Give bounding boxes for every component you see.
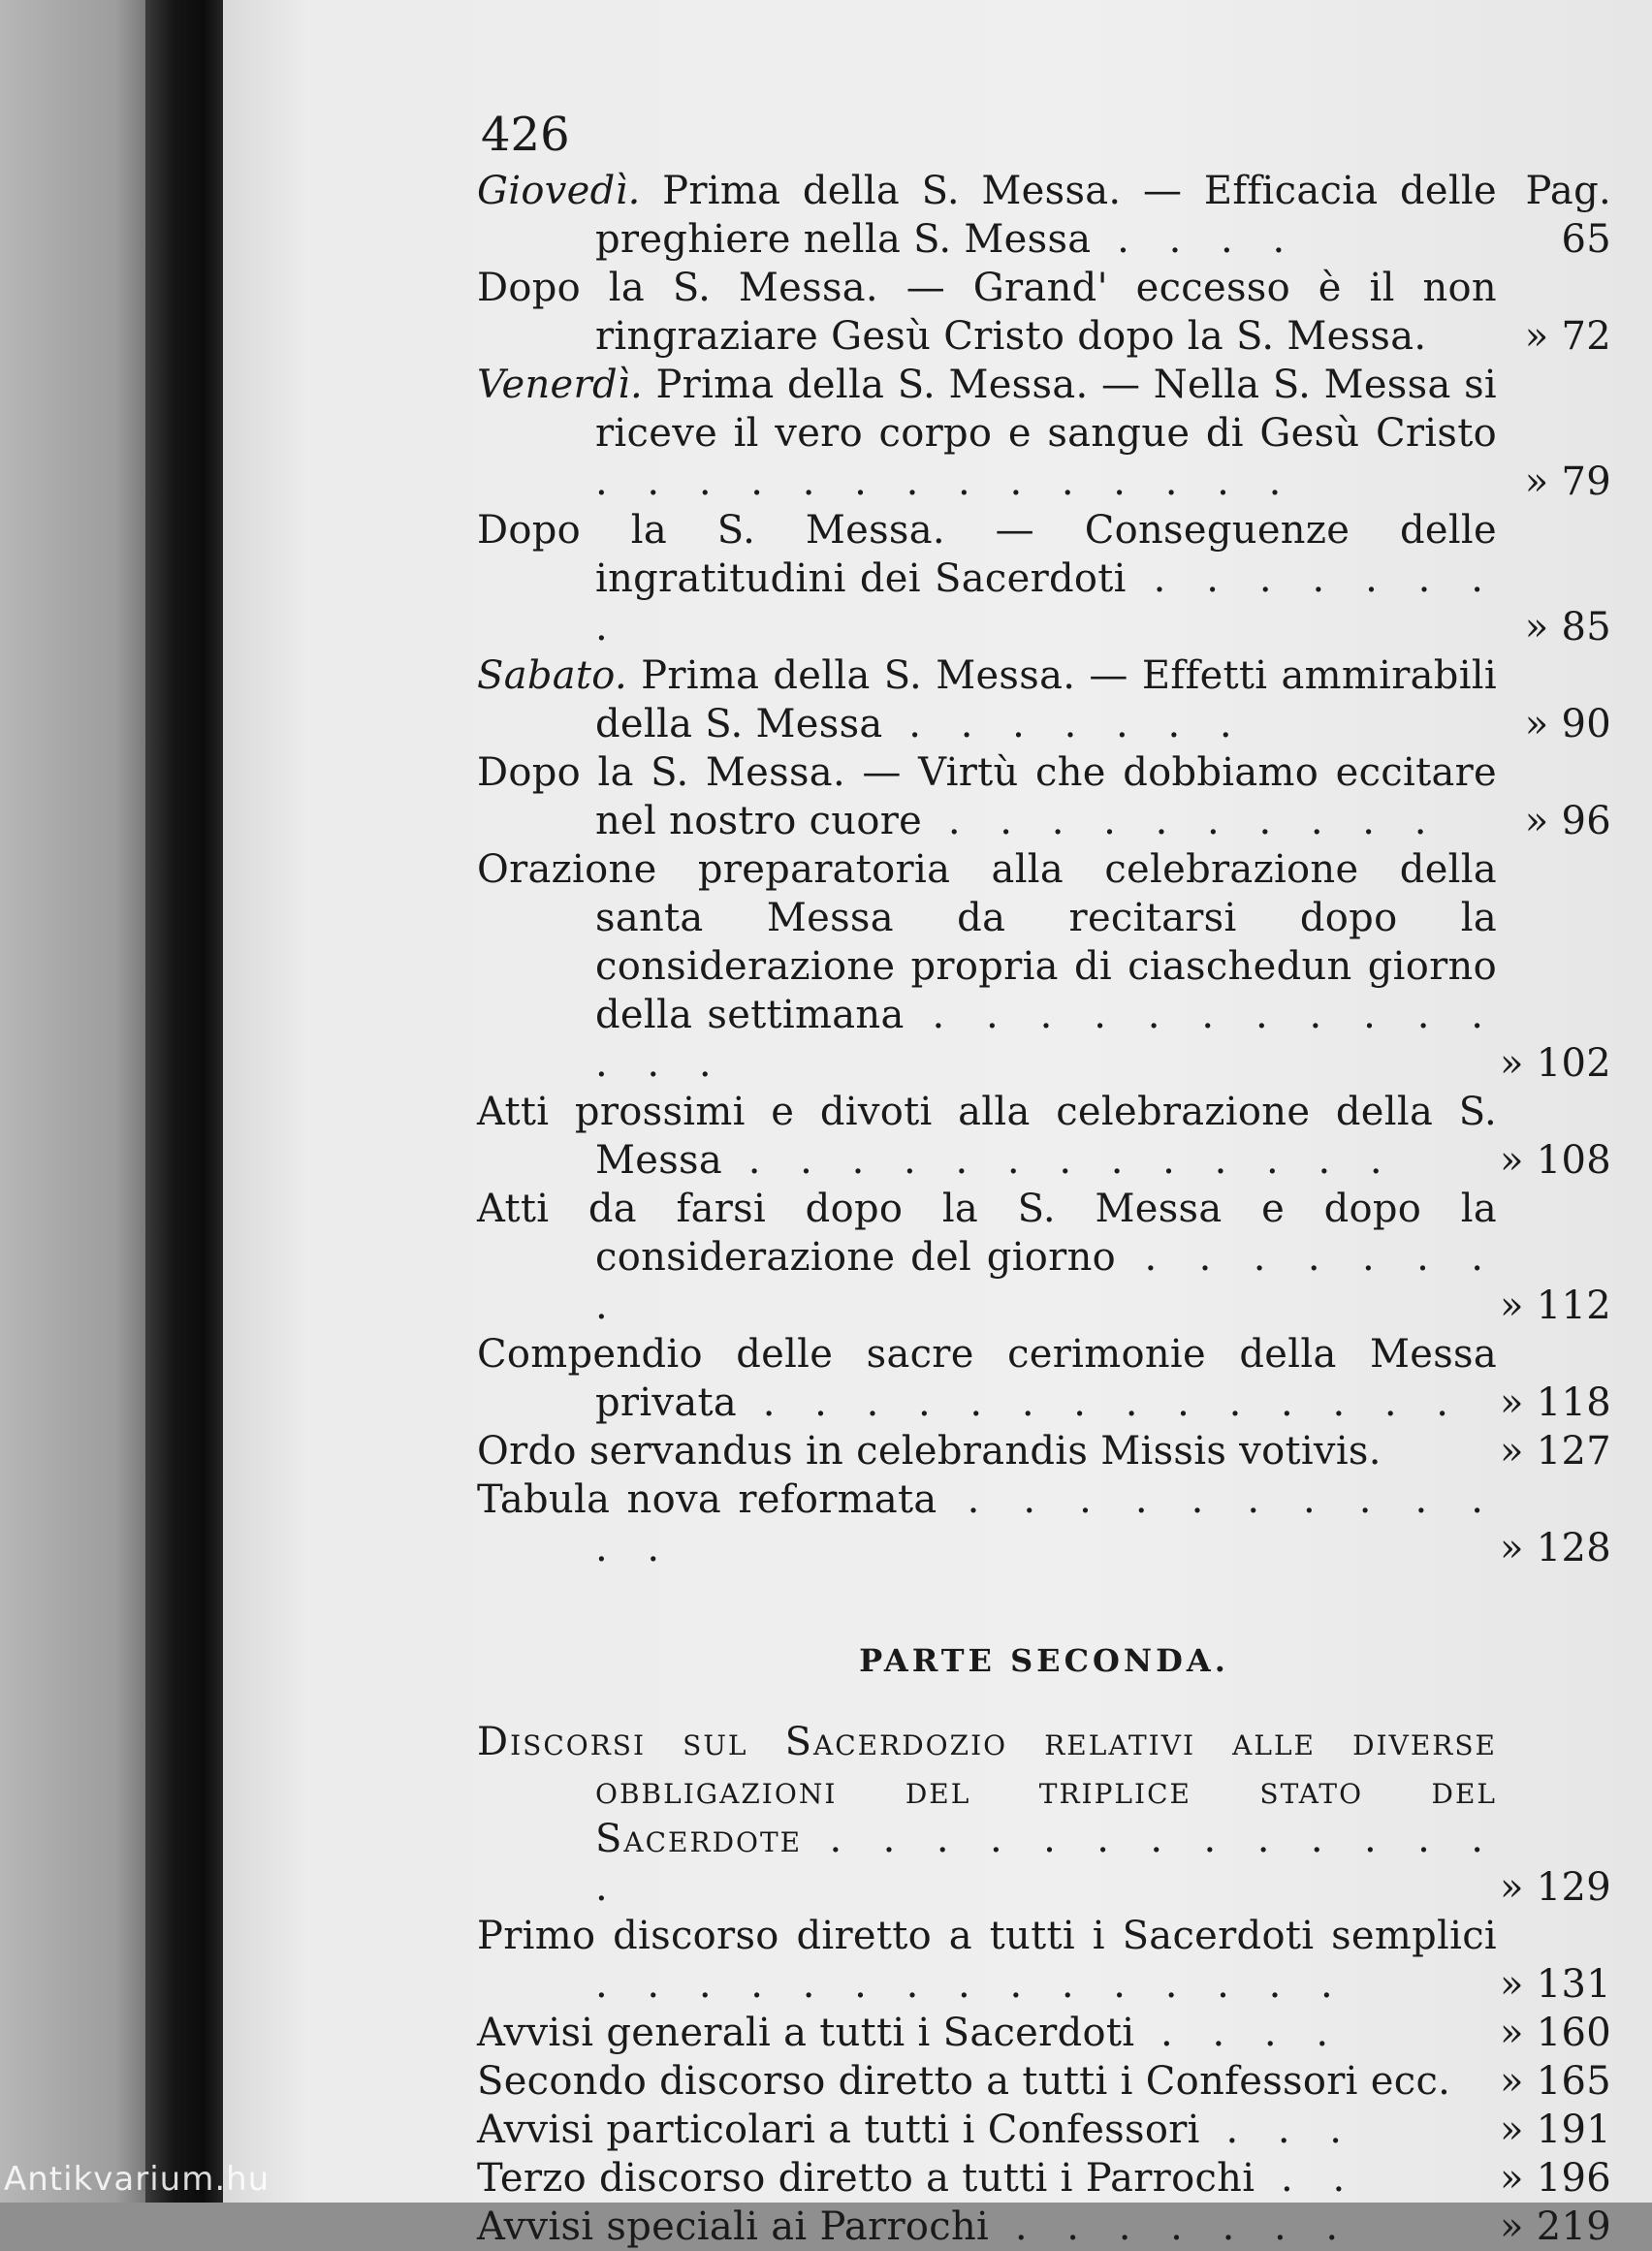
entry-title: Compendio delle sacre cerimonie della Messa privata [477,1332,1497,1425]
page-ref-prefix: » [1499,1138,1524,1183]
entry-page-ref [1497,1960,1611,2009]
page-ref-number: 112 [1523,1284,1611,1328]
page-ref-number: 196 [1523,2156,1611,2201]
page-ref-number: 118 [1523,1380,1611,1425]
entry-page-ref [1497,1427,1611,1475]
dot-leader: . . . . . . . . . . . . . [722,1138,1396,1183]
toc-entry [477,2203,1611,2251]
entry-page-ref [1497,167,1611,264]
page-ref-prefix: » [1524,314,1549,359]
page-ref-prefix: » [1524,460,1549,504]
page-ref-number: 102 [1523,1041,1611,1086]
page-ref-prefix: » [1499,1429,1524,1474]
entry-title: Avvisi generali a tutti i Sacerdoti [477,2011,1135,2055]
page-ref-number: 127 [1523,1429,1611,1474]
dot-leader: . . . . [1091,217,1299,262]
entry-page-ref [1497,2154,1611,2203]
toc-entry [477,506,1611,651]
toc-entry [477,361,1611,506]
entry-title: Atti prossimi e divoti alla celebrazione della S. Messa [477,1090,1497,1183]
entry-day: Sabato. [477,653,627,698]
page-ref-prefix: » [1499,1865,1524,1910]
toc-entry [477,1330,1611,1427]
entry-page-ref [1497,797,1611,845]
toc-entry [477,1912,1611,2009]
entry-title: Avvisi speciali ai Parrochi [477,2204,990,2249]
entry-title: Terzo discorso diretto a tutti i Parrochi [477,2156,1255,2201]
toc-entry [477,2057,1611,2106]
page-ref-number: 85 [1548,605,1611,650]
dot-leader: . . . . . . . [989,2204,1352,2249]
toc-entry [477,1427,1611,1475]
entry-page-ref [1497,1524,1611,1572]
toc-entry [477,1475,1611,1572]
entry-title: Dopo la S. Messa. — Virtù che dobbiamo eccitare nel nostro cuore [477,750,1497,843]
dot-leader: . . . . . . . . . . . . . . [595,993,1497,1086]
dot-leader: . . . . . . . . . . . . . . . [595,1962,1347,2007]
dot-leader: . . . . . . . . . . [922,799,1441,843]
entry-title: Secondo discorso diretto a tutti i Confessori ecc. [477,2059,1451,2104]
entry-page-ref [1497,1379,1611,1427]
toc-entry [477,264,1611,361]
page-ref-number: 108 [1523,1138,1611,1183]
toc-part-one [477,167,1611,1572]
entry-title: Dopo la S. Messa. — Conseguenze delle ingratitudini dei Sacerdoti [477,508,1497,601]
page-ref-number: 79 [1548,460,1611,504]
entry-page-ref [1497,2203,1611,2251]
page-ref-prefix: » [1499,2204,1524,2249]
section-heading: PARTE SECONDA. [859,1642,1229,1679]
page-ref-number: 96 [1548,799,1611,843]
page-ref-prefix: » [1499,1041,1524,1086]
toc-entry [477,167,1611,264]
entry-page-ref [1497,1863,1611,1912]
page-ref-number: 219 [1523,2204,1611,2249]
dot-leader: . . . [1199,2108,1356,2152]
page-number: 426 [481,108,570,162]
toc-entry [477,2009,1611,2057]
entry-title: Ordo servandus in celebrandis Missis votivis. [477,1429,1382,1474]
entry-title: Orazione preparatoria alla celebrazione della santa Messa da recitarsi dopo la considerazione propria di ciaschedun giorno della settimana [477,847,1497,1037]
page-ref-prefix: » [1499,2108,1524,2152]
entry-page-ref [1497,603,1611,651]
dot-leader: . . . . . . . . . . . . . . [595,1817,1497,1910]
page-ref-prefix: Pag. [1525,169,1611,213]
entry-title: Prima della S. Messa. — Efficacia delle preghiere nella S. Messa [595,169,1497,262]
dot-leader: . . . . . . . . . . . . [595,1477,1497,1570]
toc-part-two [477,1718,1611,2251]
table-of-contents [477,107,1611,2251]
toc-entry [477,651,1611,748]
toc-entry [477,748,1611,845]
toc-entry [477,2106,1611,2154]
entry-title: Atti da farsi dopo la S. Messa e dopo la considerazione del giorno [477,1187,1497,1280]
toc-entry [477,1718,1611,1912]
entry-title: Prima della S. Messa. — Effetti ammirabili della S. Messa [595,653,1497,746]
page-ref-prefix: » [1499,2156,1524,2201]
page-ref-prefix: » [1499,1526,1524,1570]
page-ref-number: 191 [1523,2108,1611,2152]
book-spine [145,0,228,2203]
entry-page-ref [1497,700,1611,748]
dot-leader: . . . . . . . . . . . . . . [737,1380,1463,1425]
page-ref-prefix: » [1499,1962,1524,2007]
entry-title: Tabula nova reformata [477,1477,937,1522]
page-ref-number: 72 [1548,314,1611,359]
page-ref-number: 165 [1523,2059,1611,2104]
page-ref-prefix: » [1524,799,1549,843]
entry-page-ref [1497,1136,1611,1185]
page-ref-prefix: » [1524,702,1549,746]
page-ref-number: 65 [1561,217,1611,262]
page-ref-prefix: » [1499,2011,1524,2055]
page-ref-number: 129 [1523,1865,1611,1910]
watermark: Antikvarium.hu [4,2160,270,2199]
entry-title: Discorsi sul Sacerdozio relativi alle diverse obbligazioni del triplice stato del Sacerdote [477,1720,1497,1861]
dot-leader: . . [1255,2156,1359,2201]
entry-title: Primo discorso diretto a tutti i Sacerdoti semplici [477,1914,1497,1958]
entry-page-ref [1497,2009,1611,2057]
entry-day: Venerdì. [477,363,643,407]
toc-entry [477,2154,1611,2203]
toc-entry [477,845,1611,1088]
entry-page-ref [1497,2106,1611,2154]
entry-page-ref [1497,1039,1611,1088]
entry-page-ref [1497,312,1611,361]
entry-day: Giovedì. [477,169,641,213]
entry-page-ref [1497,458,1611,506]
left-page-edge [0,0,145,2203]
dot-leader: . . . . . . . . [595,556,1497,650]
page-ref-prefix: » [1499,2059,1524,2104]
page-ref-prefix: » [1499,1380,1524,1425]
toc-entry [477,1185,1611,1330]
page-ref-number: 131 [1523,1962,1611,2007]
dot-leader: . . . . . . . [882,702,1246,746]
entry-title: Prima della S. Messa. — Nella S. Messa si riceve il vero corpo e sangue di Gesù Cristo [595,363,1497,456]
dot-leader: . . . . . . . . [595,1235,1498,1328]
page-ref-prefix: » [1499,1284,1524,1328]
toc-entry [477,1088,1611,1185]
dot-leader: . . . . [1134,2011,1343,2055]
dot-leader: . . . . . . . . . . . . . . [595,460,1295,504]
page-ref-number: 128 [1523,1526,1611,1570]
page-ref-number: 90 [1548,702,1611,746]
entry-page-ref [1497,1282,1611,1330]
page-ref-prefix: » [1524,605,1549,650]
entry-title: Avvisi particolari a tutti i Confessori [477,2108,1200,2152]
entry-title: Dopo la S. Messa. — Grand' eccesso è il non ringraziare Gesù Cristo dopo la S. Messa. [477,266,1497,359]
entry-page-ref [1497,2057,1611,2106]
page-ref-number: 160 [1523,2011,1611,2055]
